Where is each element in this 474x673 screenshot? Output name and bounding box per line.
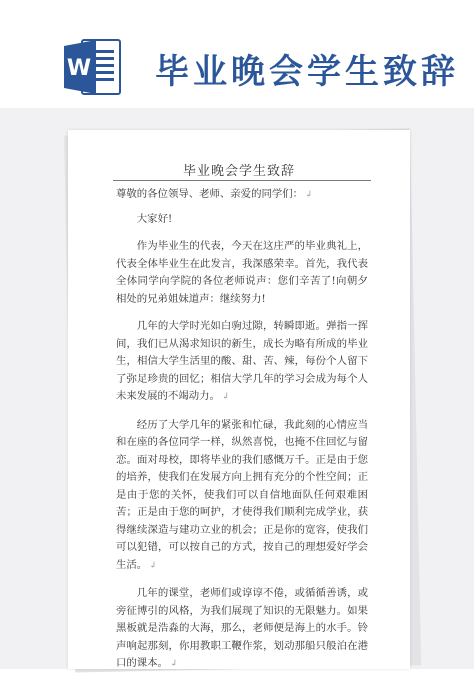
salutation-text: 尊敬的各位领导、老师、亲爱的同学们：	[116, 188, 304, 200]
paragraph-mark: ↲	[305, 190, 313, 200]
paragraph-text: 大家好!	[136, 212, 173, 225]
banner-title: 毕业晚会学生致辞	[155, 52, 459, 92]
salutation-line	[116, 186, 368, 205]
word-icon-letter: W	[66, 56, 92, 81]
paragraph-text: 几年的大学时光如白驹过隙，转瞬即逝。弹指一挥间，我们已从渴求知识的新生，成长为略有所成的毕业生，相信大学生活里的酸、甜、苦、辣，每份个人留下了弥足珍贵的回忆；相信大学几年的学习会成为每个人未来发展的不竭动力。	[116, 320, 368, 402]
paragraph	[116, 318, 368, 407]
document-title: 毕业晚会学生致辞	[182, 164, 295, 179]
paragraph-text: 作为毕业生的代表，今天在这庄严的毕业典礼上，代表全体毕业生在此发言，我深感荣幸。首先，我代表全体同学向学院的各位老师说声：您们辛苦了!向朝夕相处的兄弟姐妹道声：继续努力!	[116, 240, 368, 305]
word-icon	[62, 36, 124, 98]
paragraph-mark: ↲	[221, 392, 230, 402]
paragraph	[116, 211, 368, 229]
paragraph	[116, 417, 368, 576]
document-body	[116, 186, 368, 669]
paragraph	[116, 238, 368, 308]
paragraph-text: 几年的课堂，老师们或谆谆不倦，或循循善诱，或旁征博引的风格，为我们展现了知识的无限魅力。如果黑板就是浩淼的大海，那么，老师便是海上的水手。铃声响起那刻，你用教职工鞭作浆，划动那船只般泊在港口的课本。	[116, 587, 368, 669]
paragraph-text: 经历了大学几年的紧张和忙碌，我此刻的心情应当和在座的各位同学一样，纵然喜悦，也掩不住回忆与留恋。面对母校，即将毕业的我们感慨万千。正是由于您的培养，使我们在发展方向上拥有充分的个性空间；正是由于您的关怀，使我们可以自信地面队任何艰难困苦；正是由于您的呵护，才使得我们顺利完成学业，获得继续深造与建功立业的机会；正是你的宽容，使我们可以犯错，可以按自己的方式，按自己的理想爱好学会生活。	[116, 418, 368, 571]
paragraph-mark: ↲	[169, 659, 178, 669]
paragraph	[116, 585, 368, 669]
paragraph-mark: ↲	[149, 560, 157, 571]
banner	[0, 0, 474, 108]
document-page	[68, 130, 410, 669]
title-underline	[113, 180, 371, 181]
